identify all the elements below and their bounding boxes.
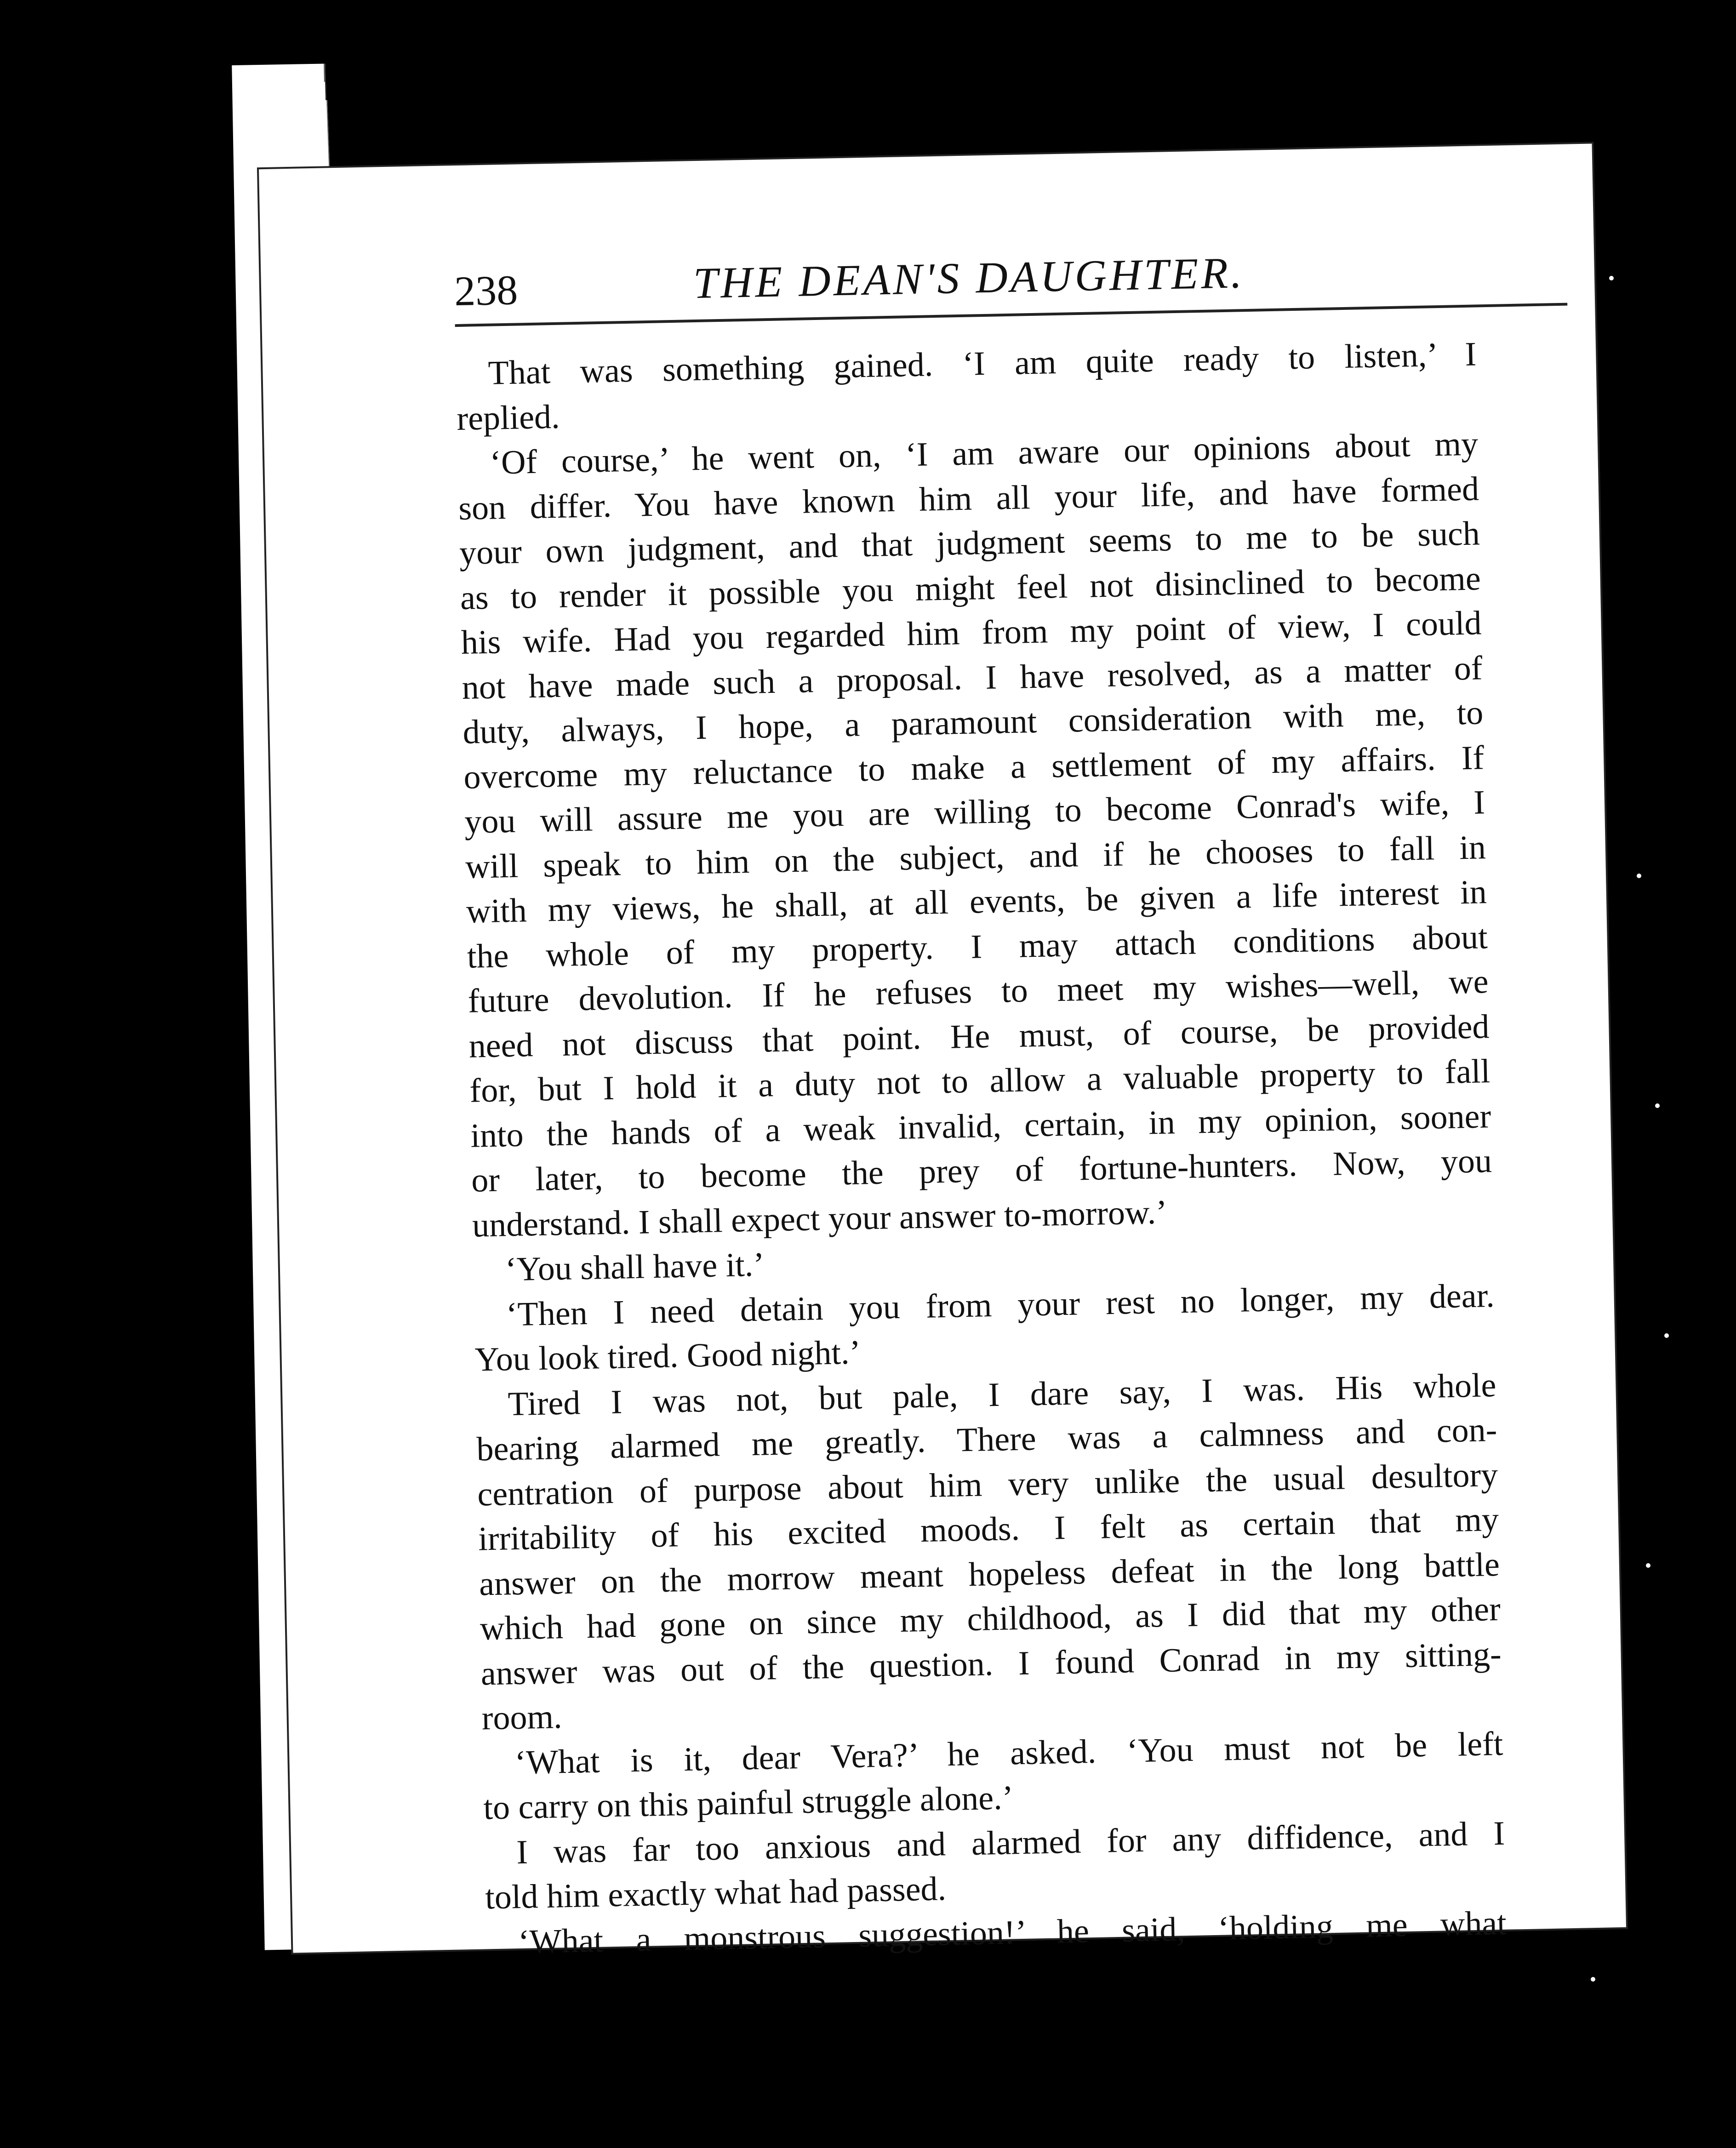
body-text: [456, 332, 1507, 1965]
text-line: You look tired. Good night.’: [474, 1333, 861, 1379]
text-line: overcome my reluctance to make a settlement of my affairs. If: [463, 738, 1485, 796]
text-line: answer was out of the question. I found Conrad in my sitting-: [480, 1635, 1502, 1693]
text-line: understand. I shall expect your answer to-morrow.’: [472, 1193, 1168, 1245]
text-line: the whole of my property. I may attach conditions about: [467, 918, 1488, 976]
text-line: told him exactly what had passed.: [485, 1870, 947, 1917]
scan-speck: [1591, 1977, 1595, 1982]
text-line: That was something gained. ‘I am quite ready to listen,’ I: [487, 335, 1477, 392]
text-line: not have made such a proposal. I have resolved, as a matter of: [461, 649, 1483, 707]
text-line: ‘What a monstrous suggestion!’ he said, ‘holding me what: [518, 1904, 1507, 1961]
text-line: centration of purpose about him very unlike the usual desultory: [477, 1456, 1498, 1514]
text-line: answer on the morrow meant hopeless defeat in the long battle: [479, 1545, 1500, 1603]
text-line: as to render it possible you might feel not disinclined to become: [460, 559, 1481, 617]
text-line: bearing alarmed me greatly. There was a calmness and con-: [476, 1411, 1497, 1468]
book-page: [259, 144, 1626, 1961]
text-line: or later, to become the prey of fortune-hunters. Now, you: [471, 1142, 1492, 1200]
text-line: which had gone on since my childhood, as I did that my other: [480, 1590, 1501, 1648]
scan-speck: [349, 1816, 354, 1821]
scan-speck: [1655, 1103, 1660, 1108]
text-line: ‘Of course,’ he went on, ‘I am aware our opinions about my: [489, 425, 1479, 482]
scan-speck: [359, 920, 363, 924]
text-line: need not discuss that point. He must, of course, be provided: [468, 1007, 1490, 1065]
text-line: his wife. Had you regarded him from my point of view, I could: [461, 604, 1482, 662]
text-line: son differ. You have known him all your life, and have formed: [458, 469, 1479, 527]
scan-speck: [1609, 276, 1614, 280]
text-line: with my views, he shall, at all events, be given a life interest in: [466, 873, 1487, 931]
text-line: replied.: [456, 398, 560, 438]
scan-speck: [1637, 874, 1641, 878]
text-line: I was far too anxious and alarmed for any diffidence, and I: [516, 1814, 1505, 1871]
text-line: room.: [481, 1698, 563, 1737]
text-line: ‘You shall have it.’: [505, 1245, 765, 1289]
text-line: will speak to him on the subject, and if he chooses to fall in: [465, 828, 1486, 886]
scan-speck: [377, 736, 382, 740]
text-line: into the hands of a weak invalid, certain, in my opinion, sooner: [470, 1097, 1491, 1155]
text-line: ‘What is it, dear Vera?’ he asked. ‘You must not be left: [514, 1725, 1504, 1782]
scan-speck: [414, 1609, 418, 1614]
text-line: ‘Then I need detain you from your rest no longer, my dear.: [506, 1276, 1495, 1333]
text-line: for, but I hold it a duty not to allow a valuable property to fall: [469, 1052, 1490, 1110]
text-line: irritability of his excited moods. I felt as certain that my: [478, 1500, 1499, 1558]
text-line: to carry on this painful struggle alone.’: [483, 1779, 1014, 1827]
page-header: [454, 236, 1567, 322]
text-line: duty, always, I hope, a paramount consideration with me, to: [462, 694, 1484, 751]
scan-speck: [1646, 1563, 1650, 1568]
text-line: you will assure me you are willing to become Conrad's wife, I: [464, 783, 1485, 841]
running-title: THE DEAN'S DAUGHTER.: [692, 248, 1245, 308]
text-line: your own judgment, and that judgment seems to me to be such: [459, 514, 1480, 572]
text-line: future devolution. If he refuses to meet my wishes—well, we: [468, 963, 1489, 1020]
text-line: Tired I was not, but pale, I dare say, I was. His whole: [507, 1366, 1497, 1423]
page-number: 238: [454, 266, 519, 315]
scan-speck: [1664, 1333, 1669, 1338]
